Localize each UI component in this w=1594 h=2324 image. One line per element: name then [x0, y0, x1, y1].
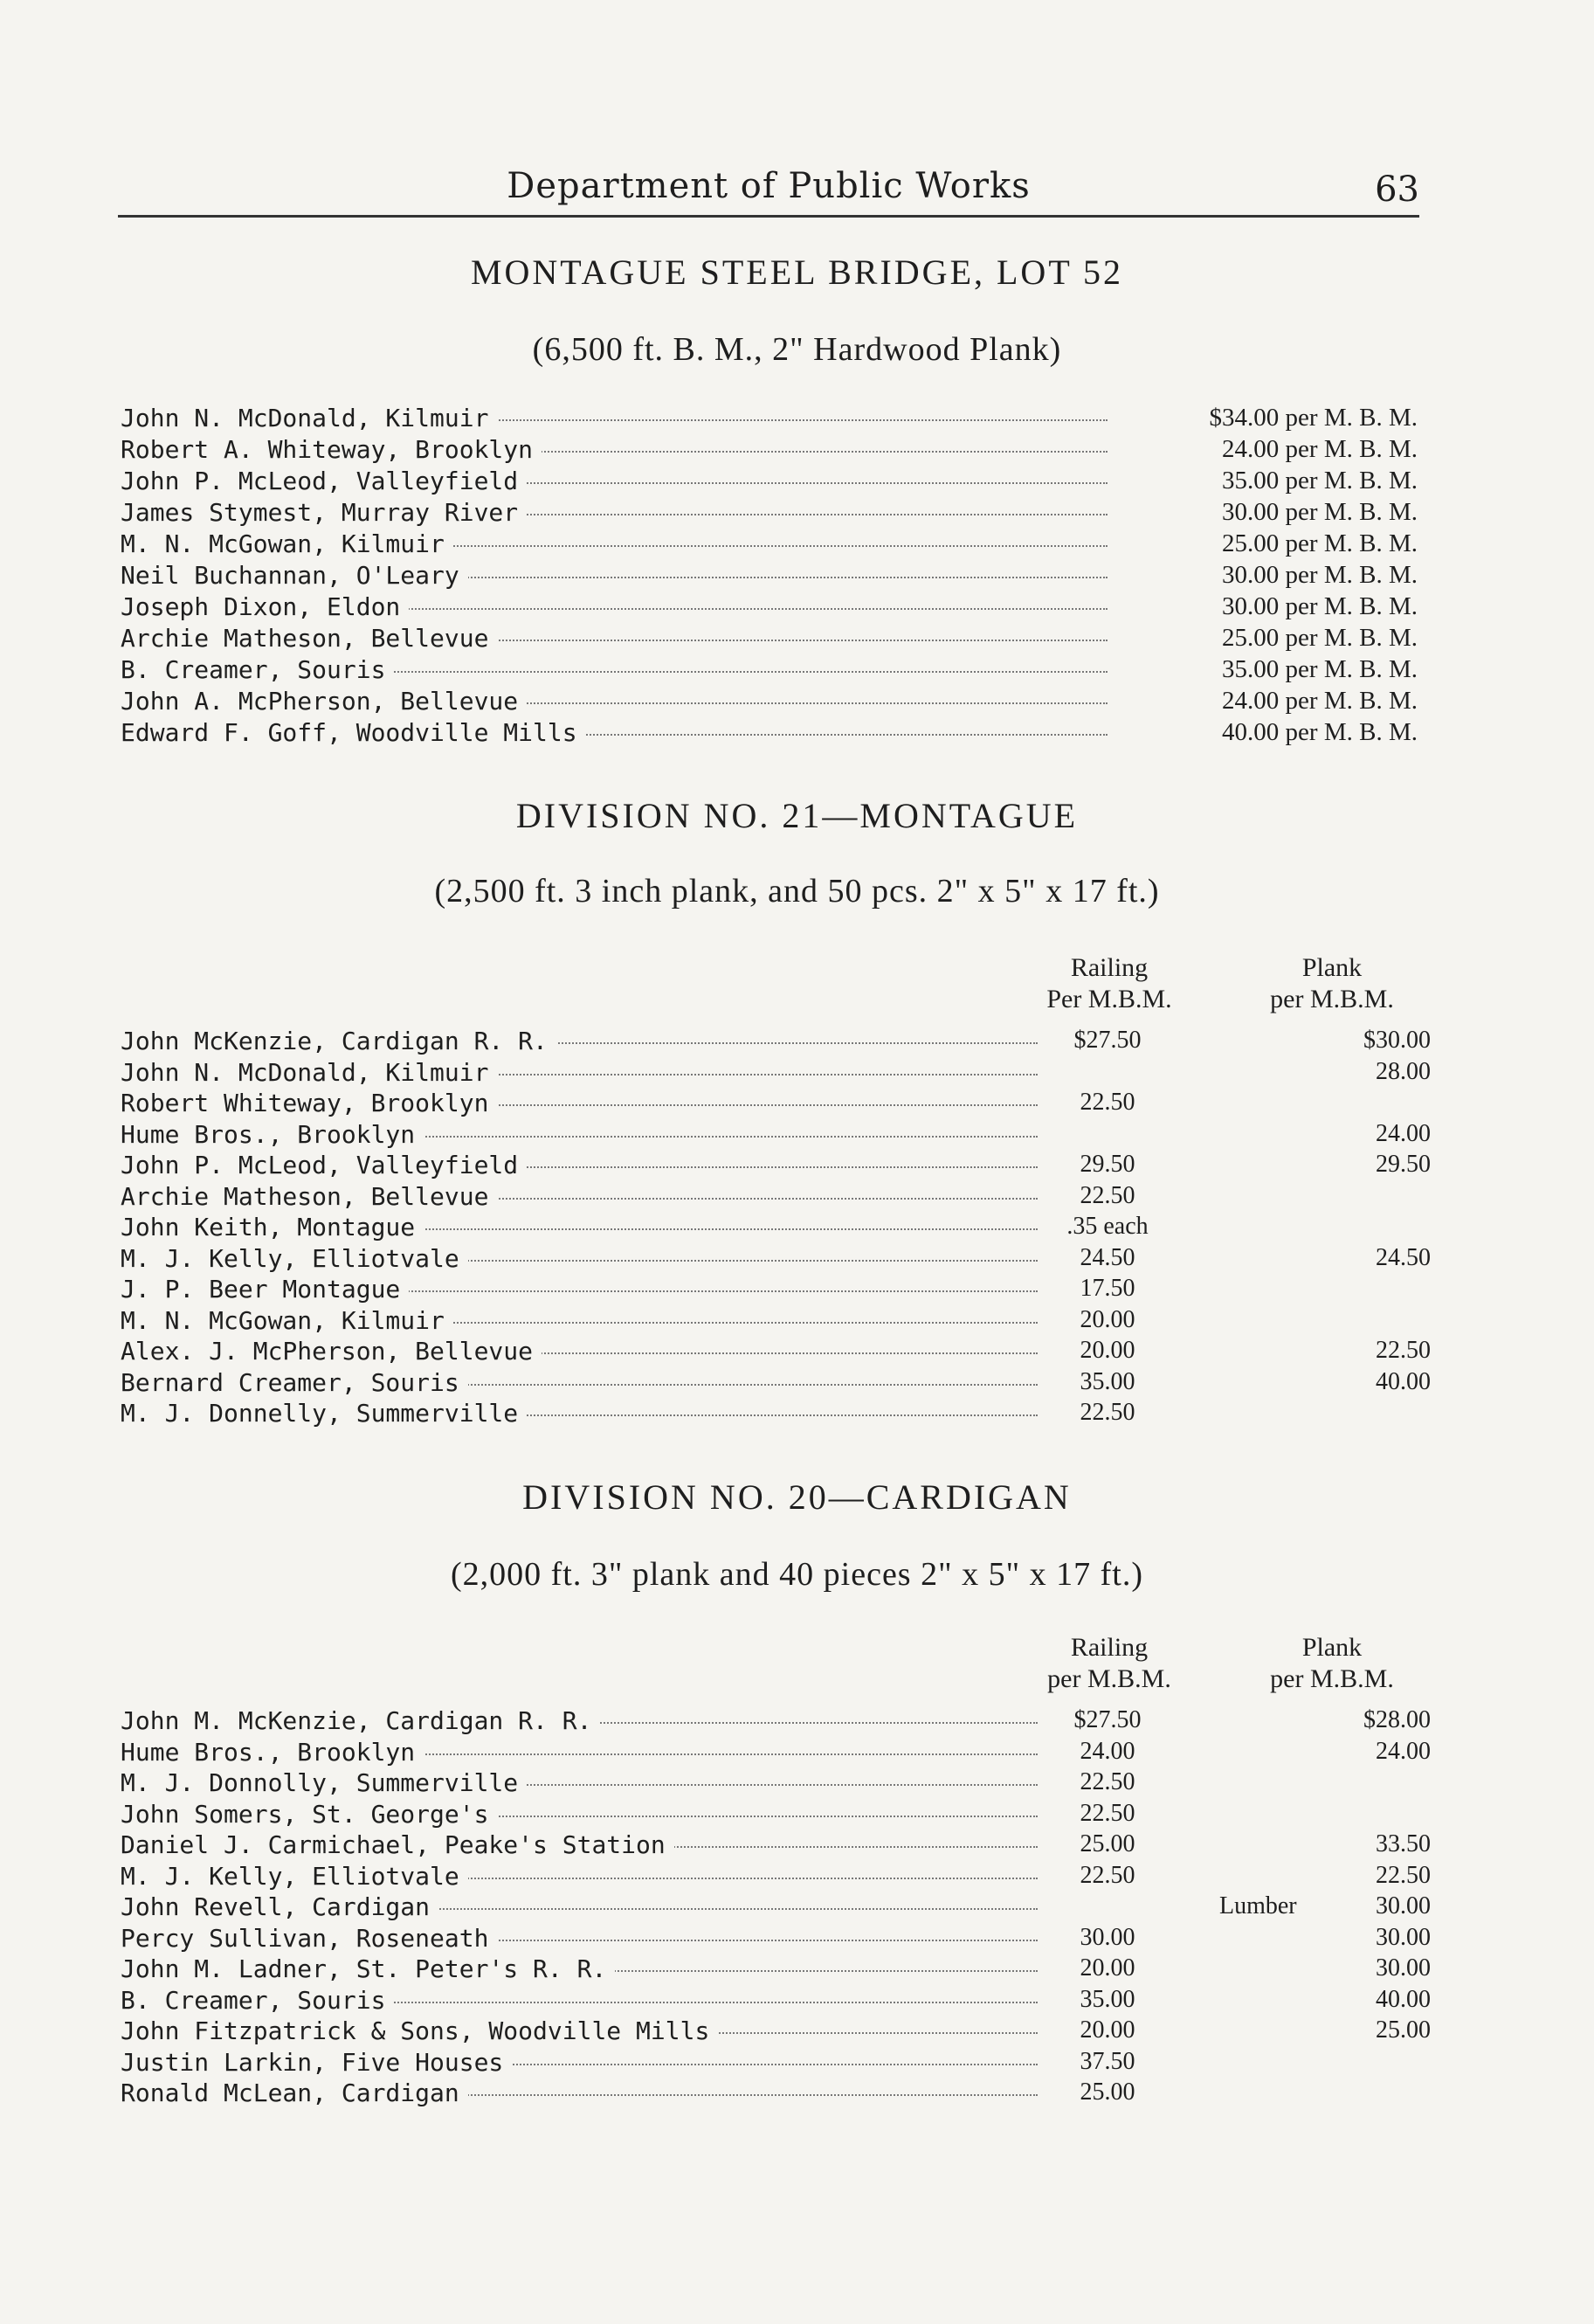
- bidder-name: John P. McLeod, Valleyfield: [121, 467, 527, 495]
- list-item: [121, 561, 1431, 592]
- bidder-name: John N. McDonald, Kilmuir: [121, 404, 497, 432]
- table-row: [121, 1830, 1431, 1862]
- table-row: [121, 2078, 1431, 2110]
- railing-price: 24.00: [1080, 1737, 1135, 1765]
- plank-header-line2: per M.B.M.: [1270, 985, 1394, 1013]
- plank-price: 30.00: [1376, 1954, 1431, 1982]
- railing-price: 17.50: [1080, 1275, 1135, 1302]
- railing-price: 37.50: [1080, 2047, 1135, 2075]
- bid-price: 35.00 per M. B. M.: [1222, 655, 1418, 683]
- bid-price: 25.00 per M. B. M.: [1222, 529, 1418, 557]
- table-row: [121, 1768, 1431, 1800]
- table-row: [121, 1027, 1431, 1058]
- list-item: [121, 529, 1431, 561]
- bidder-name: John Somers, St. George's: [121, 1800, 497, 1829]
- bidder-name: John M. Ladner, St. Peter's R. R.: [121, 1954, 615, 1983]
- bidder-name: Archie Matheson, Bellevue: [121, 624, 497, 653]
- plank-price: 25.00: [1376, 2016, 1431, 2044]
- list-item: [121, 592, 1431, 624]
- list-item: [121, 404, 1431, 435]
- table-row: [121, 1706, 1431, 1738]
- bidder-name: Percy Sullivan, Roseneath: [121, 1924, 497, 1953]
- railing-price: 22.50: [1080, 1089, 1135, 1116]
- railing-price: $27.50: [1073, 1706, 1142, 1733]
- bid-price: 24.00 per M. B. M.: [1222, 435, 1418, 463]
- table-row: [121, 1738, 1431, 1769]
- list-item: [121, 655, 1431, 687]
- section2-title: DIVISION NO. 21—MONTAGUE: [515, 796, 1079, 835]
- plank-header-line1: Plank: [1301, 1633, 1363, 1662]
- bidder-name: Archie Matheson, Bellevue: [121, 1182, 497, 1211]
- bidder-name: Hume Bros., Brooklyn: [121, 1738, 424, 1767]
- bid-price: 40.00 per M. B. M.: [1222, 718, 1418, 746]
- list-item: [121, 498, 1431, 529]
- table-row: [121, 1213, 1431, 1244]
- railing-price: 35.00: [1080, 1367, 1135, 1395]
- table-row: [121, 1306, 1431, 1338]
- table-row: [121, 2048, 1431, 2079]
- railing-price: 22.50: [1080, 1181, 1135, 1209]
- railing-price: 20.00: [1080, 1337, 1135, 1364]
- railing-price: 35.00: [1080, 1985, 1135, 2013]
- table-row: [121, 1986, 1431, 2017]
- section2-plank-header: [1240, 952, 1424, 1015]
- bidder-name: John P. McLeod, Valleyfield: [121, 1151, 527, 1179]
- railing-price: 29.50: [1080, 1151, 1135, 1178]
- section1-list: [121, 404, 1431, 750]
- bidder-name: Robert A. Whiteway, Brooklyn: [121, 435, 542, 464]
- page-number: 63: [1375, 169, 1419, 210]
- plank-price: $30.00: [1363, 1027, 1431, 1054]
- plank-price: 24.00: [1376, 1737, 1431, 1765]
- railing-header-line1: Railing: [1070, 1633, 1149, 1662]
- bidder-name: Neil Buchannan, O'Leary: [121, 561, 468, 590]
- bidder-name: B. Creamer, Souris: [121, 655, 394, 684]
- bidder-name: John Revell, Cardigan: [121, 1892, 438, 1921]
- bidder-name: Hume Bros., Brooklyn: [121, 1120, 424, 1149]
- railing-header-line2: Per M.B.M.: [1046, 985, 1172, 1013]
- page-header: [118, 166, 1419, 218]
- section3-subtitle: (2,000 ft. 3" plank and 40 pieces 2" x 5" x 17 ft.): [450, 1556, 1143, 1593]
- table-row: [121, 1182, 1431, 1214]
- bidder-name: John Fitzpatrick & Sons, Woodville Mills: [121, 2016, 718, 2045]
- bidder-name: Joseph Dixon, Eldon: [121, 592, 409, 621]
- bidder-name: M. N. McGowan, Kilmuir: [121, 1306, 453, 1335]
- section3-table: [121, 1706, 1431, 2110]
- plank-price: 24.00: [1376, 1119, 1431, 1147]
- plank-price: 40.00: [1376, 1985, 1431, 2013]
- bidder-name: M. J. Donnelly, Summerville: [121, 1399, 527, 1428]
- railing-price: 20.00: [1080, 1954, 1135, 1982]
- section3-title: DIVISION NO. 20—CARDIGAN: [522, 1477, 1072, 1517]
- price-note: Lumber: [1219, 1892, 1297, 1919]
- railing-header-line2: per M.B.M.: [1047, 1664, 1171, 1693]
- bidder-name: M. N. McGowan, Kilmuir: [121, 529, 453, 558]
- table-row: [121, 1399, 1431, 1430]
- railing-price: .35 each: [1066, 1213, 1149, 1240]
- plank-header-line1: Plank: [1301, 953, 1363, 982]
- railing-price: 24.50: [1080, 1243, 1135, 1271]
- table-row: [121, 1120, 1431, 1152]
- bidder-name: James Stymest, Murray River: [121, 498, 527, 527]
- table-row: [121, 1800, 1431, 1831]
- table-row: [121, 1337, 1431, 1368]
- section2-subtitle: (2,500 ft. 3 inch plank, and 50 pcs. 2" x 5" x 17 ft.): [434, 873, 1160, 910]
- plank-price: 30.00: [1376, 1923, 1431, 1951]
- list-item: [121, 624, 1431, 655]
- bidder-name: John McKenzie, Cardigan R. R.: [121, 1027, 556, 1055]
- section1-subtitle: (6,500 ft. B. M., 2" Hardwood Plank): [532, 331, 1062, 368]
- table-row: [121, 1151, 1431, 1182]
- railing-price: 20.00: [1080, 1305, 1135, 1333]
- bidder-name: M. J. Kelly, Elliotvale: [121, 1244, 468, 1273]
- railing-price: 22.50: [1080, 1861, 1135, 1889]
- railing-price: 25.00: [1080, 2078, 1135, 2106]
- table-row: [121, 1058, 1431, 1089]
- bidder-name: M. J. Donnolly, Summerville: [121, 1768, 527, 1797]
- plank-price: 22.50: [1376, 1861, 1431, 1889]
- list-item: [121, 467, 1431, 498]
- plank-price: 30.00: [1376, 1892, 1431, 1919]
- railing-price: 25.00: [1080, 1830, 1135, 1857]
- plank-price: 22.50: [1376, 1337, 1431, 1364]
- section3-railing-header: [1013, 1632, 1205, 1695]
- bid-price: 30.00 per M. B. M.: [1222, 592, 1418, 620]
- bid-price: 30.00 per M. B. M.: [1222, 561, 1418, 589]
- plank-header-line2: per M.B.M.: [1270, 1664, 1394, 1693]
- railing-price: 22.50: [1080, 1768, 1135, 1795]
- railing-price: 22.50: [1080, 1399, 1135, 1426]
- bid-price: 25.00 per M. B. M.: [1222, 624, 1418, 652]
- list-item: [121, 718, 1431, 750]
- bidder-name: Justin Larkin, Five Houses: [121, 2048, 512, 2077]
- railing-price: 22.50: [1080, 1799, 1135, 1827]
- bidder-name: Edward F. Goff, Woodville Mills: [121, 718, 586, 747]
- table-row: [121, 1954, 1431, 1986]
- bidder-name: Bernard Creamer, Souris: [121, 1368, 468, 1397]
- plank-price: 29.50: [1376, 1151, 1431, 1178]
- bidder-name: M. J. Kelly, Elliotvale: [121, 1862, 468, 1891]
- list-item: [121, 435, 1431, 467]
- list-item: [121, 687, 1431, 718]
- table-row: [121, 2016, 1431, 2048]
- section2-railing-header: [1013, 952, 1205, 1015]
- bid-price: $34.00 per M. B. M.: [1209, 404, 1418, 432]
- plank-price: 33.50: [1376, 1830, 1431, 1857]
- bidder-name: J. P. Beer Montague: [121, 1275, 409, 1304]
- plank-price: $28.00: [1363, 1706, 1431, 1733]
- table-row: [121, 1892, 1431, 1924]
- header-title: Department of Public Works: [507, 166, 1031, 206]
- bidder-name: John Keith, Montague: [121, 1213, 424, 1242]
- railing-header-line1: Railing: [1070, 953, 1149, 982]
- bid-price: 24.00 per M. B. M.: [1222, 687, 1418, 715]
- bidder-name: Alex. J. McPherson, Bellevue: [121, 1337, 542, 1366]
- railing-price: 20.00: [1080, 2016, 1135, 2044]
- plank-price: 40.00: [1376, 1367, 1431, 1395]
- bidder-name: John N. McDonald, Kilmuir: [121, 1058, 497, 1087]
- table-row: [121, 1275, 1431, 1306]
- bidder-name: B. Creamer, Souris: [121, 1986, 394, 2015]
- bidder-name: John A. McPherson, Bellevue: [121, 687, 527, 716]
- section3-plank-header: [1240, 1632, 1424, 1695]
- plank-price: 24.50: [1376, 1243, 1431, 1271]
- bid-price: 30.00 per M. B. M.: [1222, 498, 1418, 526]
- bid-price: 35.00 per M. B. M.: [1222, 467, 1418, 495]
- railing-price: 30.00: [1080, 1923, 1135, 1951]
- table-row: [121, 1862, 1431, 1893]
- plank-price: 28.00: [1376, 1057, 1431, 1085]
- section2-table: [121, 1027, 1431, 1430]
- table-row: [121, 1924, 1431, 1955]
- table-row: [121, 1244, 1431, 1276]
- table-row: [121, 1089, 1431, 1120]
- railing-price: $27.50: [1073, 1027, 1142, 1054]
- section1-title: MONTAGUE STEEL BRIDGE, LOT 52: [470, 252, 1124, 292]
- table-row: [121, 1368, 1431, 1400]
- bidder-name: Ronald McLean, Cardigan: [121, 2078, 468, 2107]
- bidder-name: Daniel J. Carmichael, Peake's Station: [121, 1830, 674, 1859]
- bidder-name: John M. McKenzie, Cardigan R. R.: [121, 1706, 600, 1735]
- bidder-name: Robert Whiteway, Brooklyn: [121, 1089, 497, 1117]
